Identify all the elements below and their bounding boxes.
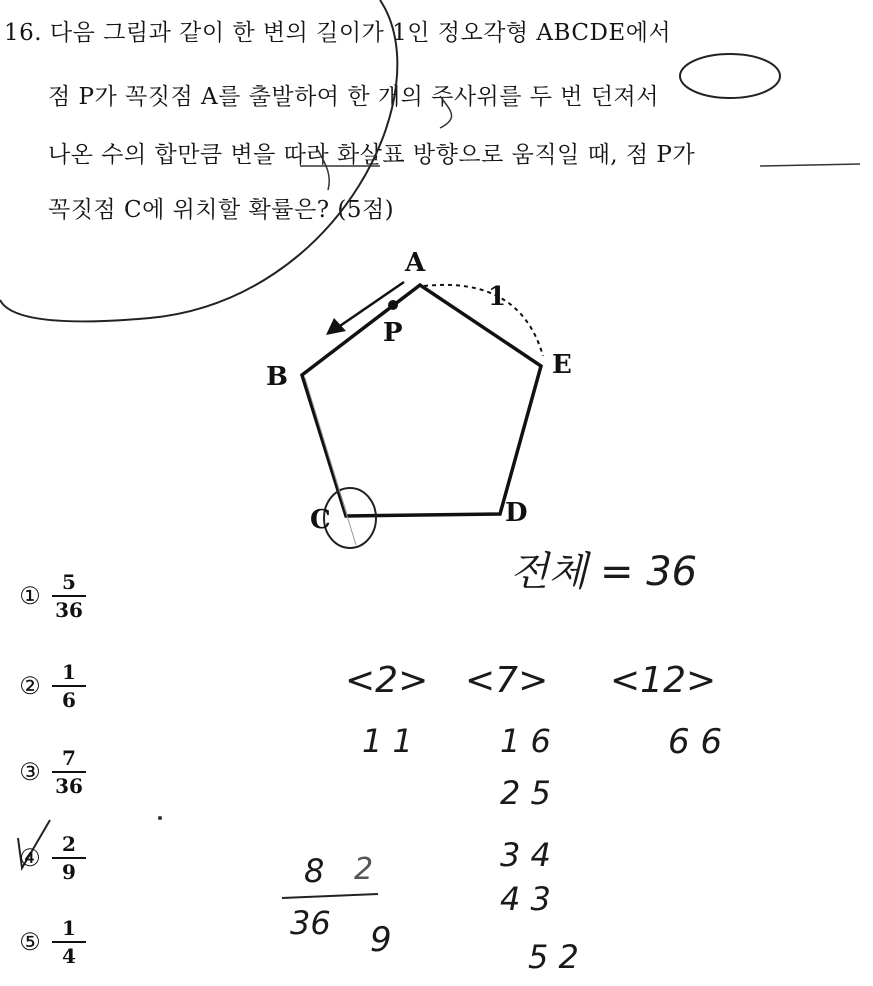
pen-underline-2 [760,164,860,166]
choice-fraction [52,661,86,711]
fraction-bar [52,857,86,859]
question-line-4: 꼭짓점 C에 위치할 확률은? (5점) [48,197,395,223]
vertex-label-d: D [505,498,528,528]
fraction-denominator: 4 [62,944,76,968]
hand-case-2-pair: 1 1 [362,722,413,760]
hand-fraction-bar [282,894,378,898]
fraction-numerator: 2 [62,832,76,856]
pen-circle-c [324,488,376,548]
fraction-bar [52,595,86,597]
choice-mark: ④ [19,844,41,872]
vertex-label-b: B [266,362,288,392]
choice-mark: ② [19,672,41,700]
fraction-numerator: 1 [62,660,76,684]
side-arc-dashed [424,285,543,356]
pen-mark-a [440,96,452,128]
arrow-head [326,318,346,335]
hand-case-7: <7> [465,660,549,701]
vertex-label-c: C [310,505,331,535]
hand-fraction-num: 8 [304,852,325,890]
choice-mark: ③ [19,758,41,786]
fraction-denominator: 36 [55,774,83,798]
choice-fraction [52,917,86,967]
choice-5[interactable] [8,910,148,974]
fraction-bar [52,771,86,773]
question-number: 16. [4,20,43,46]
hand-case-12-pair: 6 6 [668,722,723,762]
pen-mark-c [318,150,329,190]
hand-reduced-den: 9 [370,920,392,960]
choice-2[interactable] [8,654,148,718]
fraction-bar [52,941,86,943]
fraction-denominator: 6 [62,688,76,712]
side-length-label: 1 [488,282,507,312]
question-line-2: 점 P가 꼭짓점 A를 출발하여 한 개의 주사위를 두 번 던져서 [48,84,659,110]
choice-4[interactable] [8,826,148,890]
hand-pair-3: 3 4 [500,836,551,874]
fraction-denominator: 36 [55,598,83,622]
pen-dot [158,816,162,820]
choice-1[interactable] [8,564,148,628]
point-label-p: P [383,318,403,348]
hand-pair-1: 1 6 [500,722,551,760]
choice-mark: ⑤ [19,928,41,956]
point-p-dot [388,300,398,310]
hand-pair-2: 2 5 [500,774,551,812]
choice-fraction [52,571,86,621]
choice-fraction [52,747,86,797]
fraction-numerator: 7 [62,746,76,770]
fraction-bar [52,685,86,687]
vertex-label-a: A [405,248,426,278]
choice-fraction [52,833,86,883]
hand-case-12: <12> [610,660,717,701]
hand-pair-4: 4 3 [500,880,551,918]
hand-fraction-den: 36 [290,904,331,942]
choice-3[interactable] [8,740,148,804]
vertex-label-e: E [552,350,572,380]
choice-mark: ① [19,582,41,610]
pen-arc-left [0,0,397,321]
fraction-numerator: 5 [62,570,76,594]
question-line-3: 나온 수의 합만큼 변을 따라 화살표 방향으로 움직일 때, 점 P가 [48,142,696,168]
question-text-1: 다음 그림과 같이 한 변의 길이가 1인 정오각형 ABCDE에서 [49,20,672,46]
fraction-denominator: 9 [62,860,76,884]
hand-pair-5: 5 2 [528,938,579,976]
hand-reduced-num: 2 [354,852,374,887]
pen-circle-dubeon [680,54,780,98]
pentagon-outline [302,285,541,516]
hand-case-2: <2> [345,660,429,701]
hand-total: 전체 = 36 [510,549,698,595]
fraction-numerator: 1 [62,916,76,940]
